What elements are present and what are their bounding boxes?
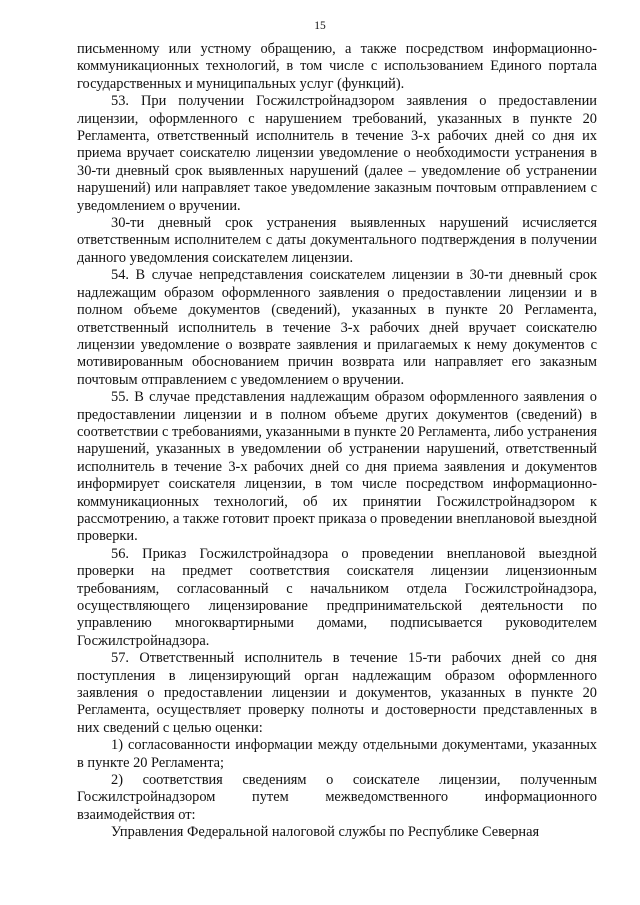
paragraph-53: 53. При получении Госжилстройнадзором заявления о предоставлении лицензии, оформленного с нарушением требований, указанных в пункте 20 Регламента, ответственный исполнитель в течение 3-х рабочих дней со дня их приема вручает соискателю лицензии уведомление о необходимости устранения в 30-ти дневный срок выявленных нарушений (далее – уведомление об устранении нарушений) или направляет такое уведомление заказным почтовым отправлением с уведомлением о вручении. — [77, 93, 597, 214]
list-item-2: 2) соответствия сведениям о соискателе лицензии, полученным Госжилстройнадзором путем межведомственного информационного взаимодействия от: — [77, 772, 597, 823]
paragraph-55: 55. В случае представления надлежащим образом оформленного заявления о предоставлении лицензии и в полном объеме других документов (сведений) в соответствии с требованиями, указанными в пункте 20 Регламента, либо устранения нарушений, указанных в уведомлении об устранении нарушений, ответственный исполнитель в течение 3-х рабочих дней со дня приема заявления и документов информирует соискателя лицензии, в том числе посредством информационно-коммуникационных технологий, об их принятии Госжилстройнадзором к рассмотрению, а также готовит проект приказа о проведении внеплановой выездной проверки. — [77, 389, 597, 545]
paragraph-57: 57. Ответственный исполнитель в течение 15-ти рабочих дней со дня поступления в лицензирующий орган надлежащим образом оформленного заявления о предоставлении лицензии и документов, указанных в пункте 20 Регламента, осуществляет проверку полноты и достоверности представленных в них сведений с целью оценки: — [77, 650, 597, 736]
paragraph-54: 54. В случае непредставления соискателем лицензии в 30-ти дневный срок надлежащим образом оформленного заявления о предоставлении лицензии и в полном объеме документов (сведений), указанных в пункте 20 Регламента, ответственный исполнитель в течение 3-х рабочих дней вручает соискателю лицензии уведомление о возврате заявления и прилагаемых к нему документов с мотивированным обоснованием причин возврата или направляет его заказным почтовым отправлением с уведомлением о вручении. — [77, 267, 597, 388]
paragraph-53-term: 30-ти дневный срок устранения выявленных нарушений исчисляется ответственным исполнителем с даты документального подтверждения в получении данного уведомления соискателем лицензии. — [77, 215, 597, 266]
paragraph-continuation: письменному или устному обращению, а также посредством информационно-коммуникационных технологий, в том числе с использованием Единого портала государственных и муниципальных услуг (функций). — [77, 41, 597, 92]
page-number: 15 — [314, 20, 326, 32]
paragraph-56: 56. Приказ Госжилстройнадзора о проведении внеплановой выездной проверки на предмет соответствия соискателя лицензии лицензионным требованиям, согласованный с начальником отдела Госжилстройнадзора, осуществляющего лицензирование предпринимательской деятельности по управлению многоквартирными домами, подписывается руководителем Госжилстройнадзора. — [77, 545, 597, 649]
list-item-1: 1) согласованности информации между отдельными документами, указанных в пункте 20 Регламента; — [77, 737, 597, 771]
paragraph-tax-service: Управления Федеральной налоговой службы по Республике Северная — [111, 824, 540, 841]
document-body — [77, 41, 597, 842]
